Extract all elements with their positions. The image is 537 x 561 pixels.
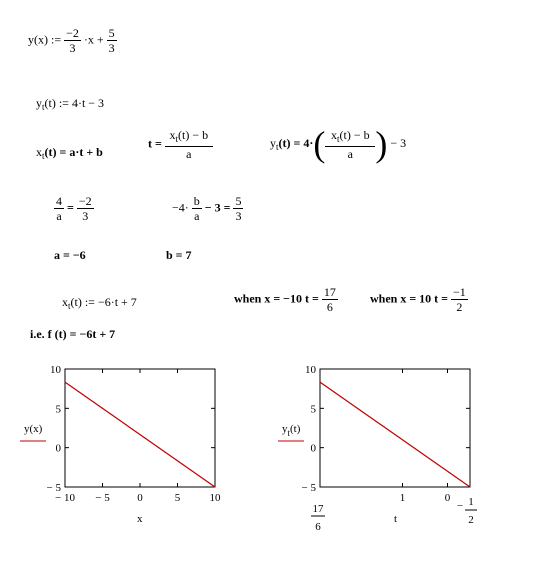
eq-b-condition: −4· $\frac{b}{a}$ − 3 = $\frac{5}{3}$ xyxy=(172,194,242,223)
c1-xtick-label: 5 xyxy=(174,492,181,504)
eq-a-condition: $\frac{4}{a}$ = $\frac{-2}{3}$ xyxy=(56,194,92,223)
c1-ytick-label: − 5 xyxy=(46,482,61,494)
c1-ytick-label: 5 xyxy=(55,403,61,416)
chart2-ylabel: $y_t(t)$ xyxy=(282,423,301,438)
eq-yt-definition: $y_t(t)$ := 4·t − 3 xyxy=(36,96,105,112)
c2-xtick-label: 1 xyxy=(399,492,406,504)
eq-ie-f: i.e. f (t) = −6t + 7 xyxy=(30,327,116,341)
chart2-xtick-left-num: 17 xyxy=(312,503,324,515)
c1-xtick-label: 10 xyxy=(209,492,221,504)
chart2-xtick-right-den: 2 xyxy=(468,514,474,526)
eq-yt-substituted: $y_t(t) = 4\cdot$( $\frac{x_t(t) - b}{a}$ ) − 3 xyxy=(270,124,407,164)
eq-when-x-neg10: when x = −10 t = $\frac{17}{6}$ xyxy=(234,285,336,314)
c1-xtick-label: − 10 xyxy=(55,492,75,504)
c1-xtick-label: − 5 xyxy=(95,492,110,504)
eq1-frac2: $\frac{5}{3}$ xyxy=(108,26,115,55)
eq-b-value: b = 7 xyxy=(166,248,192,262)
c2-ytick-label: 10 xyxy=(305,364,316,376)
eq-xt-general: $x_t(t) = a\cdot t + b$ xyxy=(36,145,103,161)
chart1-xlabel: x xyxy=(137,513,143,525)
chart-y-of-x xyxy=(0,355,260,535)
c2-ytick-label: − 5 xyxy=(301,482,316,494)
eq1-lhs: y(x) := xyxy=(28,32,62,47)
c2-ytick-label: 0 xyxy=(310,442,316,455)
chart2-xtick-left-den: 6 xyxy=(315,521,321,533)
eq1-mid: ·x + xyxy=(83,32,104,47)
c1-xtick-label: 0 xyxy=(137,492,143,504)
chart2-series-line xyxy=(320,382,470,487)
eq-t-solved: t = $\frac{x_t(t) - b}{a}$ xyxy=(148,128,213,161)
chart2-xlabel: t xyxy=(394,513,398,525)
eq-y-definition xyxy=(28,26,117,55)
c1-ytick-label: 10 xyxy=(50,364,61,376)
chart1-ylabel: y(x) xyxy=(24,423,43,435)
eq-xt-specific: $x_t(t)$ := −6·t + 7 xyxy=(62,295,137,311)
chart1-series-line xyxy=(65,382,215,487)
chart2-xtick-right-sign: − xyxy=(456,500,464,512)
chart-yt-of-t xyxy=(260,355,537,545)
chart2-xtick-right-num: 1 xyxy=(468,496,474,508)
chart1-plot-frame xyxy=(65,369,215,487)
c2-ytick-label: 5 xyxy=(310,403,316,416)
eq-a-value: a = −6 xyxy=(54,248,86,262)
chart2-plot-frame xyxy=(320,369,470,487)
c2-xtick-label: 0 xyxy=(444,492,451,504)
eq-when-x-10: when x = 10 t = $\frac{-1}{2}$ xyxy=(370,285,466,314)
eq1-frac1: $\frac{-2}{3}$ xyxy=(66,26,79,55)
c1-ytick-label: 0 xyxy=(55,442,61,455)
